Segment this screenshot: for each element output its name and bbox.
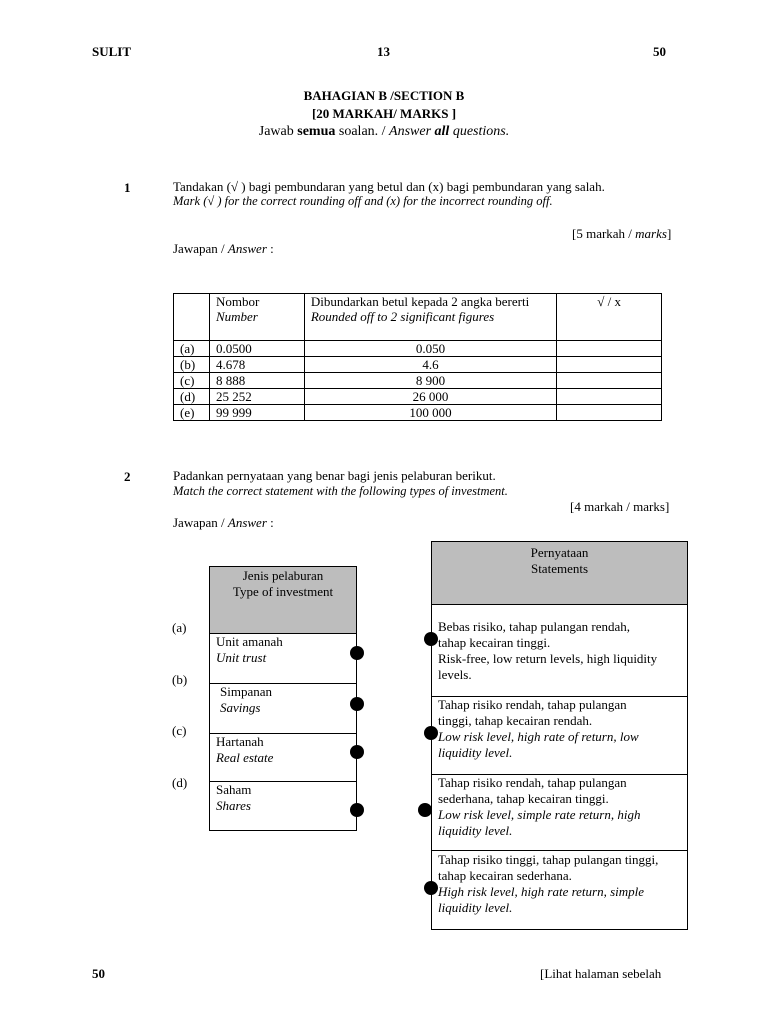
statements-header-ms: Pernyataan — [530, 545, 589, 560]
section-marks: [20 MARKAH/ MARKS ] — [311, 106, 457, 121]
row-label: (a) — [174, 341, 210, 357]
row-label: (c) — [174, 373, 210, 389]
match-dot-right[interactable] — [424, 726, 438, 740]
q1-marks: [5 markah / marks] — [572, 226, 672, 241]
investment-item — [210, 733, 356, 781]
statements-header — [432, 542, 687, 604]
investment-item — [210, 781, 356, 831]
investment-name-en: Real estate — [216, 750, 274, 765]
row-label: (d) — [174, 389, 210, 405]
header-mark-cell — [557, 294, 662, 341]
header-number-cell — [209, 294, 304, 341]
header-rounded-ms: Dibundarkan betul kepada 2 angka bererti — [310, 294, 530, 309]
q1-text-ms: Tandakan (√ ) bagi pembundaran yang betul dan (x) bagi pembundaran yang salah. — [173, 179, 605, 194]
statement-ms-line: Tahap risiko rendah, tahap pulangan — [438, 697, 627, 712]
statement-en-line: liquidity level. — [438, 900, 513, 915]
statement-en-line: High risk level, high rate return, simple — [438, 884, 645, 899]
q1-number: 1 — [124, 180, 131, 195]
row-number: 8 888 — [209, 373, 304, 389]
q2-text-en: Match the correct statement with the following types of investment. — [173, 484, 508, 498]
header-label-cell — [174, 294, 210, 341]
investment-type-box — [209, 566, 357, 831]
match-dot-left[interactable] — [350, 745, 364, 759]
header-mark-label: √ / x — [597, 294, 621, 309]
rounding-table — [173, 293, 662, 421]
row-number: 0.0500 — [209, 341, 304, 357]
statement-ms-line: sederhana, tahap kecairan tinggi. — [438, 791, 609, 806]
header-rounded-cell — [304, 294, 556, 341]
q2-marks: [4 markah / marks] — [570, 499, 670, 514]
statement-item — [432, 850, 687, 929]
statement-en-line: Risk-free, low return levels, high liquidity — [438, 651, 658, 666]
statement-ms-line: tinggi, tahap kecairan rendah. — [438, 713, 593, 728]
q1-answer-label: Jawapan / Answer : — [173, 241, 274, 256]
table-row — [174, 373, 662, 389]
header-code: 50 — [653, 44, 666, 59]
match-dot-right[interactable] — [424, 632, 438, 646]
header-rounded-en: Rounded off to 2 significant figures — [310, 309, 495, 324]
statement-en-line: levels. — [438, 667, 472, 682]
section-instruction: Jawab semua soalan. / Answer all questions. — [258, 124, 510, 139]
investment-type-header — [210, 567, 356, 633]
row-answer-cell[interactable] — [557, 405, 662, 421]
statement-en-line: liquidity level. — [438, 823, 513, 838]
investment-label: (d) — [172, 775, 188, 790]
statement-item — [432, 696, 687, 774]
row-answer-cell[interactable] — [557, 341, 662, 357]
investment-header-en: Type of investment — [232, 584, 334, 599]
statements-box — [431, 541, 688, 930]
investment-name-ms: Unit amanah — [216, 634, 283, 649]
row-number: 4.678 — [209, 357, 304, 373]
investment-header-ms: Jenis pelaburan — [242, 568, 324, 583]
statements-header-en: Statements — [530, 561, 589, 576]
match-dot-left[interactable] — [350, 803, 364, 817]
statement-ms-line: tahap kecairan sederhana. — [438, 868, 572, 883]
statement-ms-line: Tahap risiko tinggi, tahap pulangan tinggi, — [438, 852, 659, 867]
table-row — [174, 405, 662, 421]
row-label: (e) — [174, 405, 210, 421]
investment-item — [210, 633, 356, 683]
match-dot-left[interactable] — [350, 697, 364, 711]
footer-next-page: [Lihat halaman sebelah — [540, 966, 662, 981]
row-label: (b) — [174, 357, 210, 373]
investment-label: (a) — [172, 620, 187, 635]
section-title: BAHAGIAN B /SECTION B — [303, 88, 465, 103]
row-rounded: 100 000 — [304, 405, 556, 421]
header-number-en: Number — [215, 309, 258, 324]
row-rounded: 26 000 — [304, 389, 556, 405]
q2-text-ms: Padankan pernyataan yang benar bagi jenis pelaburan berikut. — [173, 468, 496, 483]
table-row — [174, 357, 662, 373]
match-dot-left[interactable] — [350, 646, 364, 660]
row-rounded: 0.050 — [304, 341, 556, 357]
statement-en-line: Low risk level, simple rate return, high — [438, 807, 641, 822]
statement-item — [432, 774, 687, 850]
row-answer-cell[interactable] — [557, 373, 662, 389]
statement-en-line: Low risk level, high rate of return, low — [438, 729, 639, 744]
investment-label: (c) — [172, 723, 187, 738]
row-answer-cell[interactable] — [557, 389, 662, 405]
statement-ms-line: Bebas risiko, tahap pulangan rendah, — [438, 619, 631, 634]
match-dot-right[interactable] — [418, 803, 432, 817]
statement-ms-line: tahap kecairan tinggi. — [438, 635, 551, 650]
investment-name-ms: Hartanah — [216, 734, 264, 749]
statement-ms-line: Tahap risiko rendah, tahap pulangan — [438, 775, 627, 790]
investment-name-en: Shares — [216, 798, 251, 813]
table-row — [174, 389, 662, 405]
row-number: 99 999 — [209, 405, 304, 421]
q1-text-en: Mark (√ ) for the correct rounding off and (x) for the incorrect rounding off. — [173, 194, 553, 208]
statement-item — [432, 604, 687, 696]
investment-item — [210, 683, 356, 733]
row-rounded: 4.6 — [304, 357, 556, 373]
investment-name-en: Unit trust — [216, 650, 267, 665]
footer-code: 50 — [92, 966, 105, 981]
investment-name-ms: Simpanan — [220, 684, 272, 699]
investment-label: (b) — [172, 672, 188, 687]
q2-answer-label: Jawapan / Answer : — [173, 515, 274, 530]
header-page-number: 13 — [377, 44, 390, 59]
investment-name-en: Savings — [220, 700, 261, 715]
q2-number: 2 — [124, 469, 131, 484]
header-sulit: SULIT — [92, 44, 132, 59]
row-number: 25 252 — [209, 389, 304, 405]
statement-en-line: liquidity level. — [438, 745, 513, 760]
header-number-ms: Nombor — [215, 294, 260, 309]
row-rounded: 8 900 — [304, 373, 556, 389]
row-answer-cell[interactable] — [557, 357, 662, 373]
table-row — [174, 341, 662, 357]
table-header-row — [174, 294, 662, 341]
match-dot-right[interactable] — [424, 881, 438, 895]
investment-name-ms: Saham — [216, 782, 252, 797]
